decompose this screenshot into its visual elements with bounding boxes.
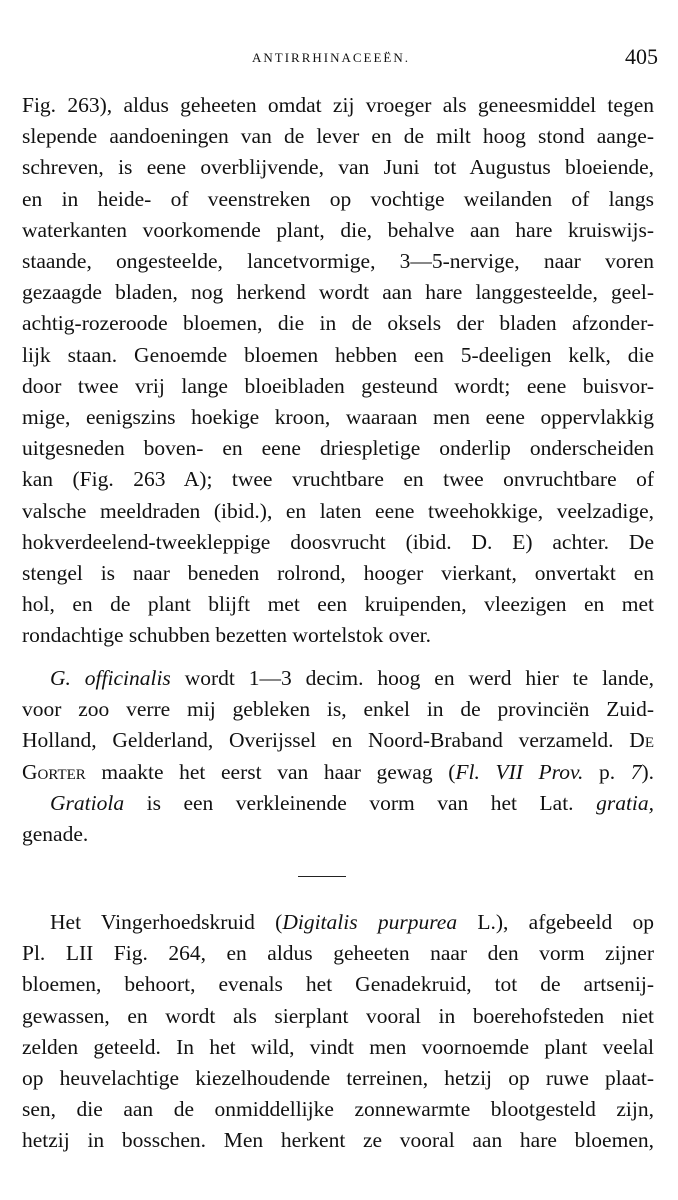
paragraph-gratiola-description [22,90,654,652]
text-fragment: ). [641,759,654,784]
text-line: Pl. LII Fig. 264, en aldus geheeten naar den vorm zijner [22,941,654,966]
text-line: rondachtige schubben bezetten wortelstok over. [22,623,431,648]
text-line: kan (Fig. 263 A); twee vruchtbare en twee onvruchtbare of [22,467,654,492]
text-fragment: L.), afgebeeld op [477,910,654,934]
page-number: 405 [625,44,658,69]
text-line: staande, ongesteelde, lancetvormige, 3—5-nervige, naar voren [22,249,654,274]
text-line: hol, en de plant blijft met een kruipenden, vleezigen en met [22,592,654,617]
text-line [22,725,654,756]
paragraph-digitalis [22,907,654,1157]
text-line: Fig. 263), aldus geheeten omdat zij vroeger als geneesmiddel tegen [22,93,654,117]
running-title: ANTIRRHINACEEËN. [252,50,411,65]
text-line: gezaagde bladen, nog herkend wordt aan hare langgesteelde, geel- [22,280,654,305]
author-name: De [629,728,654,753]
text-fragment: wordt 1—3 decim. hoog en werd hier te lande, [184,666,655,690]
species-name: Digitalis purpurea [282,910,458,934]
text-line: mige, eenigszins hoekige kroon, waaraan men eene oppervlakkig [22,405,654,430]
author-name: Gorter [22,759,86,784]
species-name: G. officinalis [50,666,171,690]
text-line: stengel is naar beneden rolrond, hooger vierkant, onvertakt en [22,561,654,586]
text-line: genade. [22,822,89,847]
text-line: op heuvelachtige kiezelhoudende terreinen, hetzij op ruwe plaat- [22,1066,654,1091]
text-line [22,757,654,788]
text-fragment: Holland, Gelderland, Overijssel en Noord-Braband verzameld. [22,728,614,753]
text-line: waterkanten voorkomende plant, die, behalve aan hare kruiswijs- [22,217,654,242]
text-line [22,788,654,819]
text-fragment: is een verkleinende vorm van het Lat. [146,791,574,815]
text-line: hetzij in bosschen. Men herkent ze vooral aan hare bloemen, [22,1128,654,1153]
text-line: voor zoo verre mij gebleken is, enkel in de provinciën Zuid- [22,697,654,722]
text-line: door twee vrij lange bloeibladen gesteund wordt; eene buisvor- [22,373,654,398]
text-line [22,907,654,938]
text-line: schreven, is eene overblijvende, van Juni tot Augustus bloeiende, [22,155,654,180]
text-fragment: Het Vingerhoedskruid ( [50,910,283,934]
text-line: hokverdeelend-tweekleppige doosvrucht (ibid. D. E) achter. De [22,529,654,554]
citation-title: Fl. VII Prov. [455,759,584,784]
paragraph-gratiola-etymology [22,788,654,850]
paragraph-officinalis-distribution [22,663,654,788]
citation-page-number: 7 [630,759,642,784]
latin-word: gratia, [596,791,655,815]
section-divider [298,876,346,877]
genus-name: Gratiola [50,791,125,815]
text-line: uitgesneden boven- en eene driespletige onderlip onderscheiden [22,436,654,461]
text-fragment: maakte het eerst van haar gewag ( [101,759,456,784]
text-line: sen, die aan de onmiddellijke zonnewarmte blootgesteld zijn, [22,1097,654,1122]
text-line: slepende aandoeningen van de lever en de milt hoog stond aange- [22,124,654,149]
text-line: bloemen, behoort, evenals het Genadekruid, tot de artsenij- [22,972,654,997]
text-line: en in heide- of veenstreken op vochtige weilanden of langs [22,186,654,211]
text-line: zelden geteeld. In het wild, vindt men voornoemde plant veelal [22,1034,654,1059]
text-line: valsche meeldraden (ibid.), en laten eene tweehokkige, veelzadige, [22,498,654,523]
citation-page-label: p. [598,759,616,784]
text-line: achtig-rozeroode bloemen, die in de oksels der bladen afzonder- [22,311,654,336]
text-line: lijk staan. Genoemde bloemen hebben een 5-deeligen kelk, die [22,342,654,367]
page-header [28,44,658,74]
text-line [22,663,654,694]
text-line: gewassen, en wordt als sierplant vooral in boerehofsteden niet [22,1003,654,1028]
